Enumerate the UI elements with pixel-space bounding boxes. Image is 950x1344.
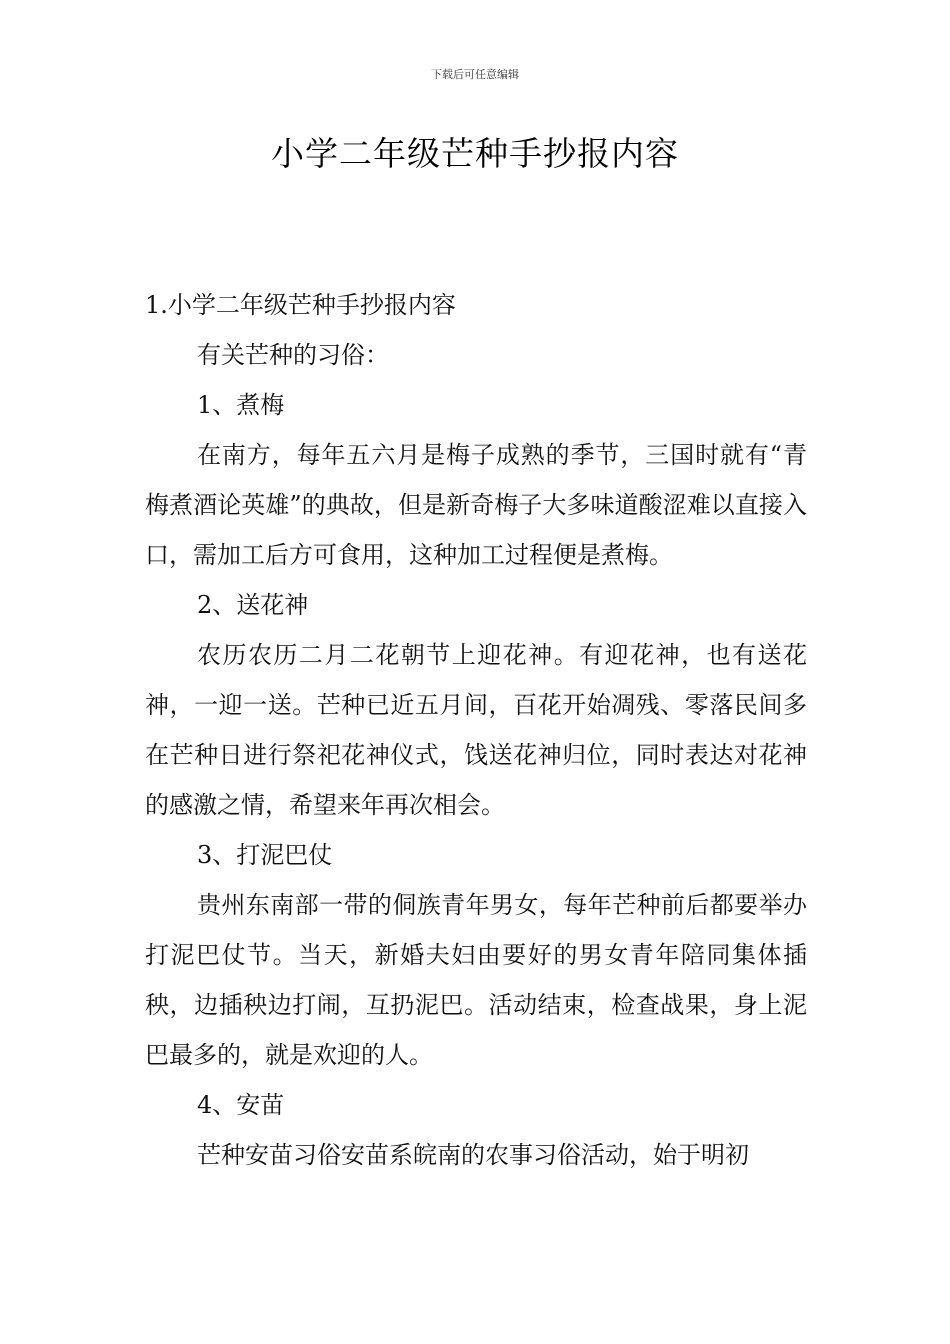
custom-heading-1: 1、煮梅 <box>197 391 285 419</box>
custom-paragraph-3: 贵州东南部一带的侗族青年男女，每年芒种前后都要举办打泥巴仗节。当天，新婚夫妇由要好的男女青年陪同集体插秧，边插秧边打闹，互扔泥巴。活动结束，检查战果，身上泥巴最多的，就是欢迎的人。 <box>145 891 807 1069</box>
custom-heading-2: 2、送花神 <box>197 591 309 619</box>
custom-heading-3: 3、打泥巴仗 <box>197 841 333 869</box>
header-note: 下载后可任意编辑 <box>431 68 519 81</box>
custom-paragraph-2: 农历农历二月二花朝节上迎花神。有迎花神，也有送花神，一迎一送。芒种已近五月间，百花开始凋残、零落民间多在芒种日进行祭祀花神仪式，饯送花神归位，同时表达对花神的感激之情，希望来年再次相会。 <box>145 641 807 819</box>
custom-paragraph-1: 在南方，每年五六月是梅子成熟的季节，三国时就有“青梅煮酒论英雄”的典故，但是新奇梅子大多味道酸涩难以直接入口，需加工后方可食用，这种加工过程便是煮梅。 <box>145 441 807 569</box>
document-body <box>145 280 807 1180</box>
section-heading: 1.小学二年级芒种手抄报内容 <box>145 291 456 319</box>
custom-heading-4: 4、安苗 <box>197 1091 285 1119</box>
document-title: 小学二年级芒种手抄报内容 <box>271 134 679 173</box>
custom-paragraph-4: 芒种安苗习俗安苗系皖南的农事习俗活动，始于明初 <box>197 1141 749 1169</box>
intro-line: 有关芒种的习俗： <box>197 341 389 369</box>
